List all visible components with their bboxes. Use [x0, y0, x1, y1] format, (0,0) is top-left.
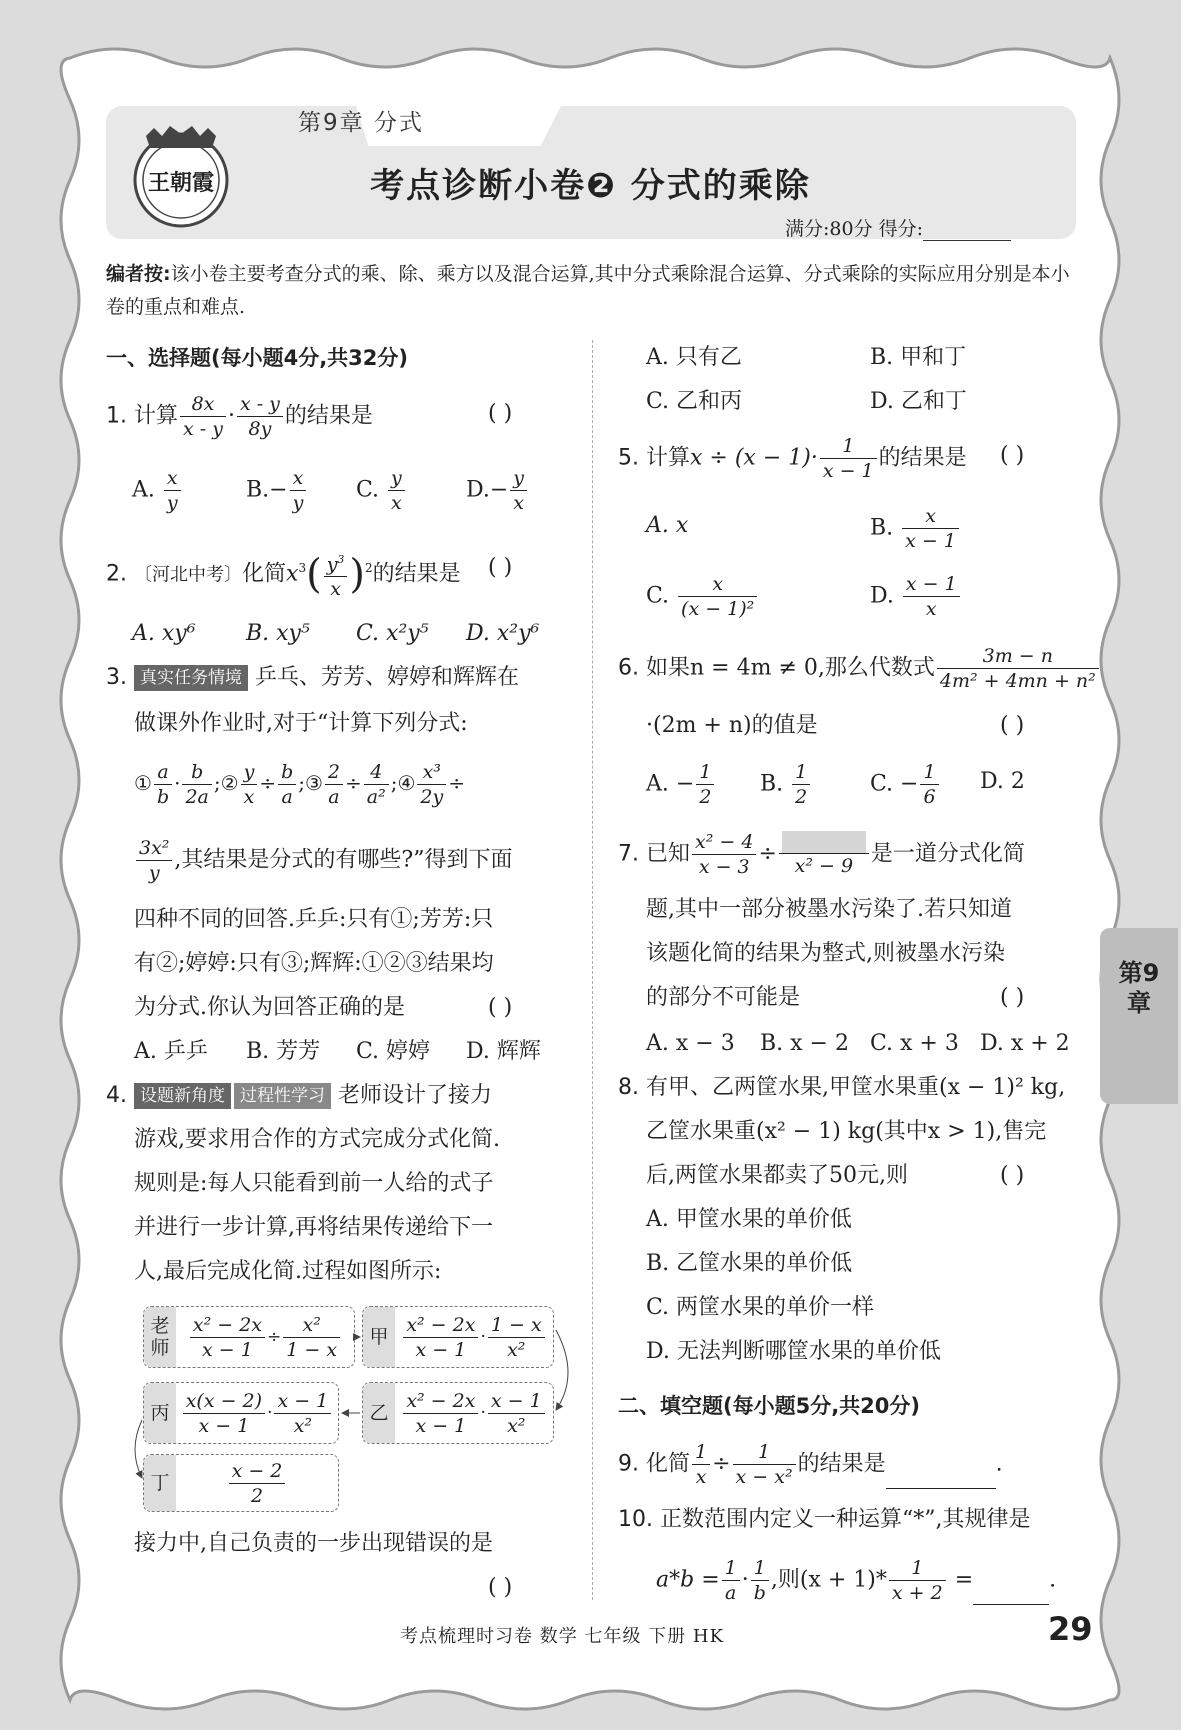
flow-expr-yi: $\frac{\text{x² − 2x}}{x - 1}$ · $\frac{x - 1}{\text{x²}}$: [399, 1383, 549, 1443]
q8-line2: 乙筐水果重(x² − 1) kg(其中x > 1),售完: [646, 1119, 1047, 1144]
q2-option-c[interactable]: C. x²y⁵: [356, 621, 429, 646]
q2-option-b[interactable]: B. xy⁵: [246, 621, 310, 646]
q3-line6: 有②;婷婷:只有③;辉辉:①②③结果均: [134, 951, 494, 976]
q4-option-c[interactable]: C. 乙和丙: [646, 389, 743, 414]
q7-answer-paren[interactable]: ( ): [1000, 985, 1025, 1010]
flow-expr-teacher: $\frac{\text{x² − 2x}}{x - 1}$ ÷ $\frac{\text{x²}}{1 - x}$: [180, 1307, 350, 1367]
q6-answer-paren[interactable]: ( ): [1000, 713, 1025, 738]
q3-option-c[interactable]: C. 婷婷: [356, 1039, 431, 1064]
flow-label-yi: 乙: [363, 1383, 395, 1443]
flow-expr-ding: $\frac{x - 2}{2}$: [180, 1455, 334, 1511]
q3-line2: 做课外作业时,对于“计算下列分式:: [134, 711, 468, 736]
page-number: 29: [1048, 1610, 1093, 1648]
q4-tag2: 过程性学习: [234, 1083, 331, 1109]
q8-option-b[interactable]: B. 乙筐水果的单价低: [646, 1251, 853, 1276]
q8-answer-paren[interactable]: ( ): [1000, 1163, 1025, 1188]
q4-answer-paren[interactable]: ( ): [488, 1575, 513, 1600]
flow-expr-jia: $\frac{\text{x² − 2x}}{x - 1}$ · $\frac{1 - x}{\text{x²}}$: [399, 1307, 549, 1367]
q10-line2: a*b = $\frac{1}{a}$ · $\frac{1}{b}$ ,则(x + 1)* $\frac{1}{x + 2}$ = .: [656, 1557, 1057, 1604]
q4-line3: 规则是:每人只能看到前一人给的式子: [134, 1171, 494, 1196]
q8-option-c[interactable]: C. 两筐水果的单价一样: [646, 1295, 875, 1320]
logo-text: 王朝霞: [147, 170, 215, 196]
question-2: 2. 〔河北中考〕化简$x^3$( $\frac{y^3}{x}$ )$^2$的结果是: [106, 546, 461, 601]
q7-option-a[interactable]: A. x − 3: [646, 1031, 735, 1056]
q8-option-d[interactable]: D. 无法判断哪筐水果的单价低: [646, 1339, 941, 1364]
q1-number: 1.: [106, 403, 127, 429]
question-3: 3. 真实任务情境 乒乓、芳芳、婷婷和辉辉在: [106, 665, 520, 690]
chapter-label: 第9章 分式: [298, 110, 424, 136]
q6-option-a[interactable]: A. − $\frac{1}{2}$: [646, 760, 716, 809]
footer-text: 考点梳理时习卷 数学 七年级 下册 HK: [400, 1626, 725, 1647]
q4-line4: 并进行一步计算,再将结果传递给下一: [134, 1215, 493, 1240]
q8-option-a[interactable]: A. 甲筐水果的单价低: [646, 1207, 852, 1232]
flow-label-ding: 丁: [144, 1455, 176, 1511]
q3-line7: 为分式.你认为回答正确的是: [134, 995, 405, 1020]
q3-tag: 真实任务情境: [134, 665, 248, 691]
q3-option-b[interactable]: B. 芳芳: [246, 1039, 321, 1064]
q1-option-a[interactable]: A. $\frac{x}{y}$: [132, 466, 183, 515]
chapter-side-tab: 第9章: [1100, 928, 1178, 1104]
q5-option-c[interactable]: C. $\frac{x}{\text{(x − 1)²}}$: [646, 572, 759, 621]
page-title: 考点诊断小卷❷ 分式的乘除: [370, 166, 811, 206]
q6-option-d[interactable]: D. 2: [980, 769, 1025, 794]
note-label: 编者按:: [106, 263, 171, 285]
question-8: 8. 有甲、乙两筐水果,甲筐水果重(x − 1)² kg,: [618, 1075, 1066, 1100]
q3-line5: 四种不同的回答.乒乒:只有①;芳芳:只: [134, 907, 494, 932]
q7-option-d[interactable]: D. x + 2: [980, 1031, 1070, 1056]
q5-option-a[interactable]: A. x: [646, 513, 689, 538]
q4-line2: 游戏,要求用合作的方式完成分式化简.: [134, 1127, 500, 1152]
q2-option-d[interactable]: D. x²y⁶: [466, 621, 540, 646]
q3-expressions: ① $\frac{a}{b}$ · $\frac{b}{2a}$ ;② $\frac{y}{x}$ ÷ $\frac{b}{a}$ ;③ $\frac{2}{a}$ ÷ $\frac{4}{\text{a²}}$ ;④ $\frac{\text{x³}}{2y}$ ÷: [134, 761, 465, 808]
q3-answer-paren[interactable]: ( ): [488, 995, 513, 1020]
q7-line3: 该题化简的结果为整式,则被墨水污染: [646, 941, 1005, 966]
q1-frac1: $\frac{8x}{x - y}$: [180, 392, 226, 441]
ink-stain: [782, 831, 866, 853]
question-4: 4. 设题新角度 过程性学习 老师设计了接力: [106, 1083, 493, 1108]
section-choice-title: 一、选择题(每小题4分,共32分): [106, 346, 409, 370]
q1-option-c[interactable]: C. $\frac{y}{x}$: [356, 466, 407, 515]
question-10: 10. 正数范围内定义一种运算“*”,其规律是: [618, 1507, 1031, 1532]
q5-answer-paren[interactable]: ( ): [1000, 443, 1025, 468]
q1-option-d[interactable]: D.− $\frac{y}{x}$: [466, 466, 529, 515]
flow-label-teacher: 老师: [144, 1307, 176, 1367]
q6-option-c[interactable]: C. − $\frac{1}{6}$: [870, 760, 941, 809]
q10-answer-blank[interactable]: [973, 1583, 1049, 1605]
q1-option-b[interactable]: B.− $\frac{x}{y}$: [246, 466, 308, 515]
q5-option-d[interactable]: D. $\frac{x - 1}{x}$: [870, 572, 962, 621]
q5-option-b[interactable]: B. $\frac{x}{x - 1}$: [870, 504, 961, 553]
q3-line4: $\frac{\text{3x²}}{y}$ ,其结果是分式的有哪些?”得到下面: [134, 836, 512, 885]
q7-option-c[interactable]: C. x + 3: [870, 1031, 959, 1056]
q9-answer-blank[interactable]: [886, 1467, 996, 1489]
q1-suffix: 的结果是: [284, 403, 373, 429]
q4-option-b[interactable]: B. 甲和丁: [870, 345, 967, 370]
question-9: 9. 化简 $\frac{1}{x}$ ÷ $\frac{1}{\text{x − x²}}$ 的结果是 .: [618, 1441, 1003, 1488]
q4-tag1: 设题新角度: [134, 1083, 231, 1109]
q7-line2: 题,其中一部分被墨水污染了.若只知道: [646, 897, 1012, 922]
flow-label-bing: 丙: [144, 1383, 176, 1443]
q8-line3: 后,两筐水果都卖了50元,则: [646, 1163, 908, 1188]
q2-source: 〔河北中考〕: [134, 564, 242, 586]
q2-option-a[interactable]: A. xy⁶: [132, 621, 196, 646]
question-5: 5. 计算x ÷ (x − 1)· $\frac{1}{x - 1}$ 的结果是: [618, 435, 967, 482]
score-text: 满分:80分 得分:: [785, 218, 924, 240]
q1-prefix: 计算: [134, 403, 179, 429]
q2-answer-paren[interactable]: ( ): [488, 555, 513, 580]
question-1: 1. 计算 $\frac{8x}{x - y}$ · $\frac{x - y}{8y}$ 的结果是: [106, 393, 373, 440]
q7-line4: 的部分不可能是: [646, 985, 801, 1010]
q7-option-b[interactable]: B. x − 2: [760, 1031, 849, 1056]
q4-option-d[interactable]: D. 乙和丁: [870, 389, 967, 414]
q3-option-a[interactable]: A. 乒乒: [134, 1039, 208, 1064]
q4-line6: 接力中,自己负责的一步出现错误的是: [134, 1531, 493, 1556]
q3-option-d[interactable]: D. 辉辉: [466, 1039, 541, 1064]
question-6: 6. 如果n = 4m ≠ 0,那么代数式 $\frac{3m - n}{\text{4m² + 4mn + n²}}$: [618, 644, 1101, 693]
note-text: 该小卷主要考查分式的乘、除、乘方以及混合运算,其中分式乘除混合运算、分式乘除的实际应用分别是本小卷的重点和难点.: [106, 263, 1070, 318]
question-7: 7. 已知 $\frac{\text{x² − 4}}{x - 3}$ ÷ x² − 9 是一道分式化简: [618, 831, 1025, 878]
q4-option-a[interactable]: A. 只有乙: [646, 345, 742, 370]
q6-option-b[interactable]: B. $\frac{1}{2}$: [760, 760, 812, 809]
flow-label-jia: 甲: [363, 1307, 395, 1367]
section-fill-title: 二、填空题(每小题5分,共20分): [618, 1394, 921, 1418]
q1-frac2: $\frac{x - y}{8y}$: [237, 392, 283, 441]
q1-answer-paren[interactable]: ( ): [488, 401, 513, 426]
q4-line5: 人,最后完成化简.过程如图所示:: [134, 1259, 442, 1284]
q6-line2: ·(2m + n)的值是: [646, 713, 818, 738]
flow-expr-bing: $\frac{x(x - 2)}{x - 1}$ · $\frac{x - 1}{\text{x²}}$: [180, 1383, 334, 1443]
